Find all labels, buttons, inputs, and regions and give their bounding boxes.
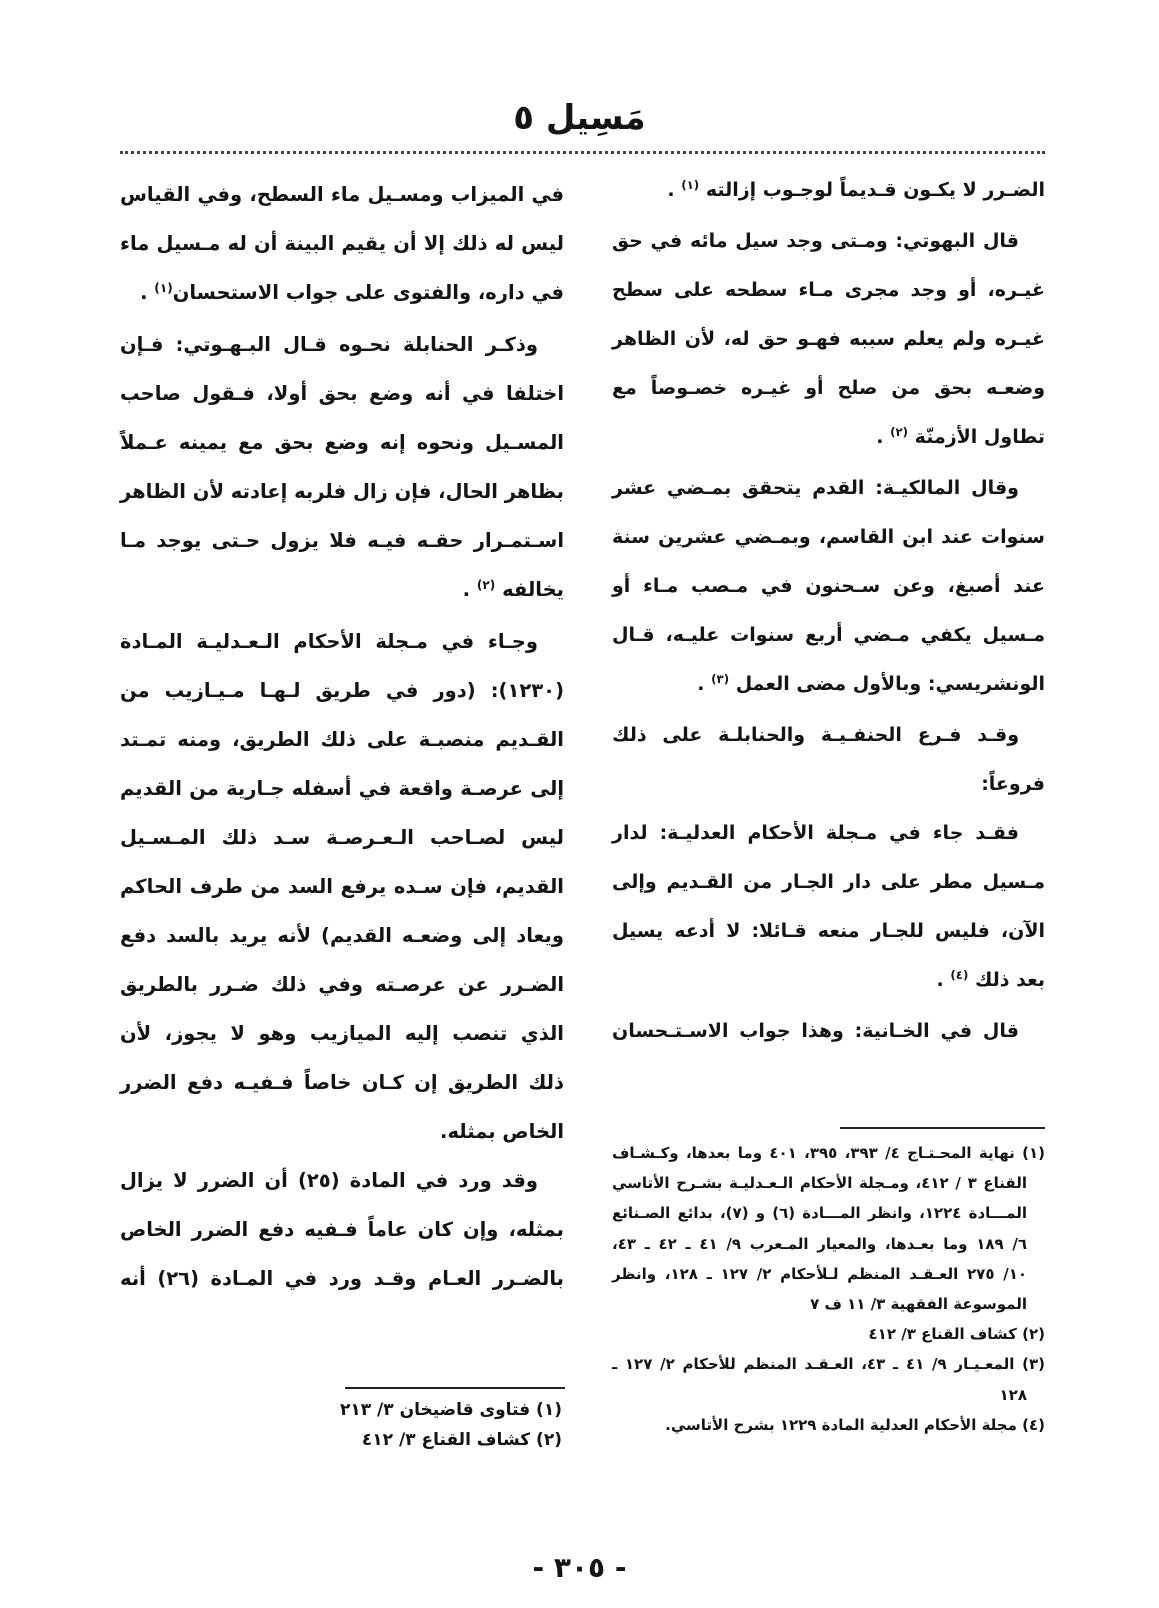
- footnote-ref: (٤): [950, 967, 969, 982]
- footnote-line: (١) فتاوى قاضيخان ٣/ ٢١٣: [340, 1400, 562, 1420]
- left-column-line: اسـتمـرار حقـه فيـه فلا يزول حـتى يوجد مـا: [120, 529, 564, 552]
- right-column-line: الآن، فليس للجـار منعه قـائلا: لا أدعه يسيل: [612, 920, 1045, 942]
- left-column-line: بمثله، وإن كان عاماً فـفيه دفع الضرر الخاص: [120, 1218, 564, 1241]
- left-column-line: وقد ورد في المادة (٢٥) أن الضرر لا يزال: [120, 1169, 538, 1192]
- line-text: الضـرر لا يكـون قـديماً لوجـوب إزالته: [705, 179, 1045, 201]
- left-column-line: (١٢٣٠): (دور في طريق لـهـا مـيـازيب من: [120, 679, 564, 702]
- right-column-line: فروعاً:: [981, 773, 1045, 795]
- left-column-line: اختلفا في أنه وضع بحق أولا، فـقول صاحب: [120, 382, 564, 405]
- footnote-line: القناع ٣ / ٤١٢، ومـجلة الأحكام الـعـدليـة بشـرح الأتاسي: [612, 1174, 1027, 1193]
- right-column-line: سنوات عند ابن القاسم، وبمـضي عشرين سنة: [612, 526, 1045, 548]
- line-text: تطاول الأزمنّة: [914, 426, 1045, 448]
- left-column-line: وجـاء في مـجلة الأحكام الـعـدليـة المـادة: [120, 630, 538, 653]
- right-column-line: وقـد فـرع الحنفـيـة والحنابلـة على ذلك: [612, 724, 1019, 746]
- left-column-line: [120, 268, 564, 320]
- left-column-line: المسـيل ونحوه إنه وضع بحق مع يمينه عـملاً: [120, 431, 564, 454]
- footnote-ref: (٣): [711, 671, 730, 686]
- left-column-line: [120, 565, 564, 617]
- footnote-line: ١٢٨: [999, 1385, 1027, 1404]
- left-column-line: القـديم منصبـة على ذلك الطريق، ومنه تمـتد: [120, 728, 564, 751]
- footnote-line: (٤) مجلة الأحكام العدلية المادة ١٢٢٩ بشرح الأتاسي.: [665, 1415, 1045, 1434]
- left-column-line: ذلك الطريق إن كـان خاصاً فـفيـه دفع الضرر: [120, 1071, 564, 1094]
- footnote-line: (٣) المعـيـار ٩/ ٤١ ـ ٤٣، العـقـد المنظم للأحكام ٢/ ١٢٧ ـ: [612, 1355, 1046, 1374]
- page-number: - ٣٠٥ -: [532, 1551, 627, 1584]
- right-column-line: قال البهوتي: ومـتى وجد سيل مائه في حق: [612, 230, 1019, 252]
- footnote-line: (١) نهاية المحـتـاج ٤/ ٣٩٣، ٣٩٥، ٤٠١ وما بعدها، وكـشـاف: [612, 1144, 1045, 1162]
- left-column-line: بالضـرر العـام وقـد ورد في المـادة (٢٦) أنه: [120, 1267, 564, 1290]
- page-header-title: مَسِيل ٥: [513, 98, 646, 138]
- line-text: بعد ذلك: [974, 969, 1045, 991]
- footnote-ref: (٢): [890, 424, 909, 439]
- right-column-line: وقال المالكيـة: القدم يتحقق بمـضي عشر: [612, 477, 1019, 499]
- left-column-line: ليس لصـاحب الـعـرصـة سـد ذلك المـسـيل: [120, 826, 564, 849]
- right-column-line: عند أصبغ، وعن سـحنون في مـصب مـاء أو: [612, 575, 1045, 597]
- footnote-ref: (١): [154, 280, 173, 295]
- header-dotted-rule: [120, 151, 1045, 154]
- footnote-line: (٢) كشاف القناع ٣/ ٤١٢: [868, 1325, 1045, 1344]
- footnote-line: المـــادة ١٢٢٤، وانظر المـــادة (٦) و (٧)، بدائع الصـنائع: [612, 1204, 1027, 1223]
- right-column-line: [612, 660, 1045, 711]
- left-column-line: ليس له ذلك إلا أن يقيم البينة أن له مـسيل ماء: [120, 232, 564, 255]
- line-end: .: [697, 673, 705, 695]
- left-column-line: في الميزاب ومسـيل ماء السطح، وفي القياس: [120, 183, 564, 206]
- left-column-line: ويعاد إلى وضعـه القديم) لأنه يريد بالسد دفع: [120, 924, 564, 947]
- right-column-line: غيـره، أو وجد مجرى مـاء سطحه على سطح: [612, 279, 1045, 301]
- footnote-line: الموسوعة الفقهية ٣/ ١١ ف ٧: [810, 1295, 1027, 1314]
- right-column-line: فقـد جاء في مـجلة الأحكام العدليـة: لدار: [612, 822, 1019, 844]
- left-column-line: الخاص بمثله.: [440, 1120, 564, 1143]
- right-column-line: غيـره ولم يعلم سببه فهـو حق له، لأن الظاهر: [612, 328, 1045, 350]
- right-column-line: مـسيل يكفي مـضي أربع سنوات عليـه، قـال: [612, 624, 1045, 646]
- line-end: .: [876, 426, 884, 448]
- line-text: الونشريسي: وبالأول مضى العمل: [735, 673, 1045, 695]
- line-end: .: [936, 969, 944, 991]
- left-column-line: إلى عرصـة واقعة في أسفله جـارية من القديم: [120, 777, 564, 800]
- right-column-line: مـسيل مطر على دار الجـار من القـديم وإلى: [612, 871, 1045, 893]
- left-footnotes: [300, 1395, 562, 1455]
- right-column-line: [612, 166, 1045, 217]
- right-column: [612, 166, 1045, 1056]
- right-column-line: [612, 413, 1045, 464]
- right-footnote-separator: [840, 1127, 1045, 1129]
- right-column-line: [612, 956, 1045, 1007]
- footnote-ref: (١): [681, 177, 700, 192]
- line-end: .: [140, 281, 148, 304]
- left-column: [120, 170, 564, 1303]
- line-end: .: [462, 578, 471, 601]
- right-footnotes: [612, 1138, 1045, 1440]
- left-column-line: الضـرر عن عرصـته وفي ذلك ضـرر بالطريق: [120, 973, 564, 996]
- right-column-line: قال في الخـانية: وهذا جواب الاسـتـحسان: [612, 1020, 1019, 1042]
- footnote-ref: (٢): [476, 577, 496, 592]
- line-end: .: [667, 179, 675, 201]
- line-text: في داره، والفتوى على جواب الاستحسان: [172, 281, 564, 304]
- left-column-line: الذي تنصب إليه الميازيب وهو لا يجوز، لأن: [120, 1022, 564, 1045]
- left-column-line: وذكـر الحنابلة نحـوه قـال البـهـوتي: فـإن: [120, 333, 538, 356]
- footnote-line: ٦/ ١٨٩ وما بعـدها، والمعيار المـعرب ٩/ ٤١ ـ ٤٢ ـ ٤٣،: [612, 1234, 1028, 1253]
- right-column-line: وضعـه بحق من صلح أو غيـره خصـوصاً مع: [612, 377, 1045, 399]
- footnote-line: ١٠/ ٢٧٥ العـقـد المنظم لـلأحكام ٢/ ١٢٧ ـ ١٢٨، وانظر: [612, 1264, 1028, 1283]
- left-column-line: بظاهر الحال، فإن زال فلربه إعادته لأن الظاهر: [120, 480, 564, 503]
- line-text: يخالفه: [502, 578, 564, 601]
- left-column-line: القديم، فإن سـده يرفع السد من طرف الحاكم: [120, 875, 564, 898]
- footnote-line: (٢) كشاف القناع ٣/ ٤١٢: [361, 1430, 562, 1451]
- left-footnote-separator: [345, 1387, 565, 1389]
